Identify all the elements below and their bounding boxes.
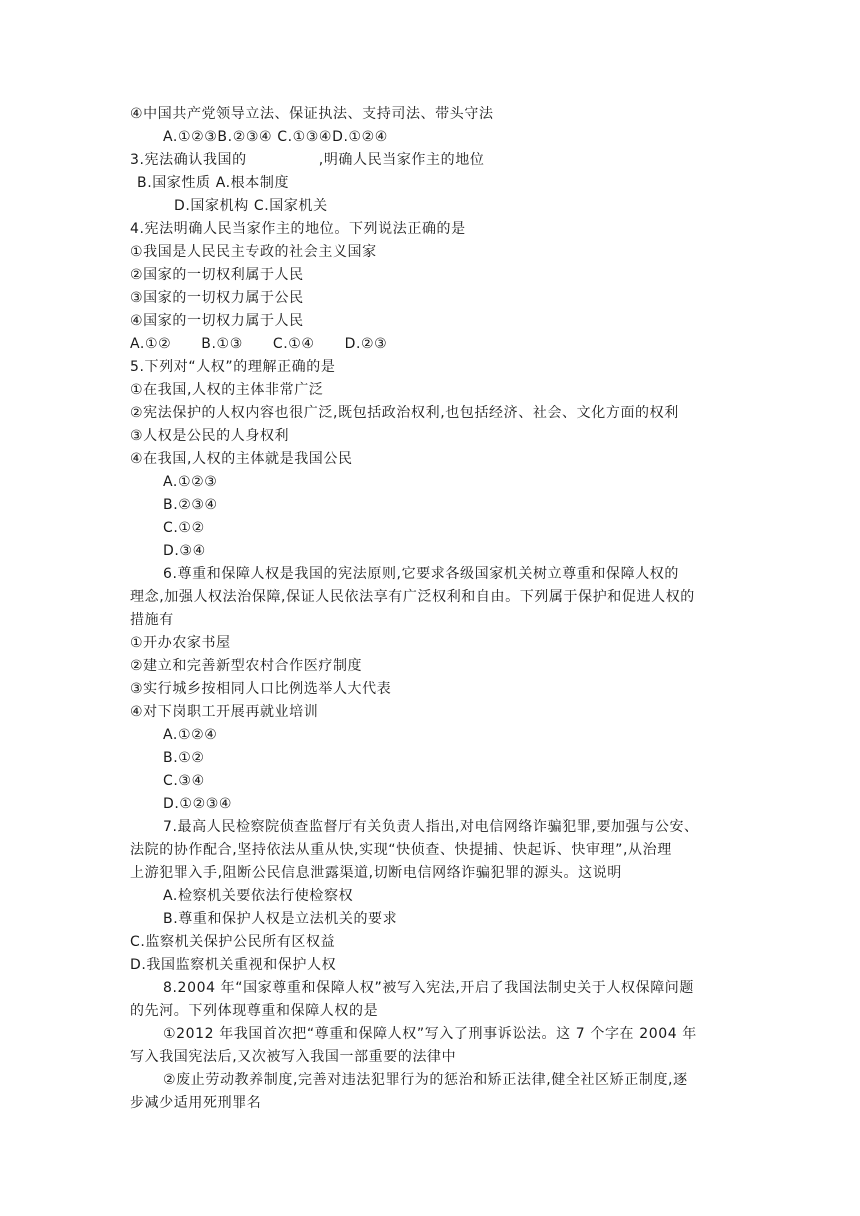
q6-choice-a: A.①②④ [163, 727, 218, 743]
q5-choice-c: C.①② [163, 520, 205, 536]
q4-option-3: ③国家的一切权力属于公民 [130, 290, 304, 306]
q5-choice-b: B.②③④ [163, 497, 218, 513]
q7-choice-c: C.监察机关保护公民所有区权益 [130, 934, 336, 950]
option-4-line: ④中国共产党领导立法、保证执法、支持司法、带头守法 [130, 106, 494, 122]
q5-choice-d: D.③④ [163, 543, 206, 559]
q2-answer-choices: A.①②③B.②③④ C.①③④D.①②④ [163, 129, 388, 145]
q4-choice-d: D.②③ [344, 336, 388, 352]
q7-stem-line2: 法院的协作配合,坚持依法从重从快,实现“快侦查、快提捕、快起诉、快审理”,从治理 [130, 842, 672, 858]
q6-choice-d: D.①②③④ [163, 796, 233, 812]
q6-stem-line2: 理念,加强人权法治保障,保证人民依法享有广泛权利和自由。下列属于保护和促进人权的 [130, 589, 695, 605]
q6-option-3: ③实行城乡按相同人口比例选举人大代表 [130, 681, 392, 697]
q4-choice-a: A.①② [130, 336, 172, 352]
q7-choice-b: B.尊重和保护人权是立法机关的要求 [163, 911, 398, 927]
q3-choices-line1: B.国家性质 A.根本制度 [137, 175, 290, 191]
q8-stem-line2: 的先河。下列体现尊重和保障人权的是 [130, 1003, 379, 1019]
q5-stem: 5.下列对“人权”的理解正确的是 [130, 359, 336, 375]
q8-stem-line1: 8.2004 年“国家尊重和保障人权”被写入宪法,开启了我国法制史关于人权保障问题 [163, 980, 694, 996]
q8-option-1-line2: 写入我国宪法后,又次被写入我国一部重要的法律中 [130, 1049, 457, 1065]
q8-option-1-line1: ①2012 年我国首次把“尊重和保障人权”写入了刑事诉讼法。这 7 个字在 2004 年 [163, 1026, 697, 1042]
q6-option-1: ①开办农家书屋 [130, 635, 231, 651]
q5-option-3: ③人权是公民的人身权利 [130, 428, 290, 444]
q3-stem [130, 150, 484, 170]
q6-option-4: ④对下岗职工开展再就业培训 [130, 704, 319, 720]
q4-option-4: ④国家的一切权力属于人民 [130, 313, 304, 329]
q4-option-1: ①我国是人民民主专政的社会主义国家 [130, 244, 377, 260]
q7-stem-line3: 上游犯罪入手,阻断公民信息泄露渠道,切断电信网络诈骗犯罪的源头。这说明 [130, 865, 622, 881]
q7-stem-line1: 7.最高人民检察院侦查监督厅有关负责人指出,对电信网络诈骗犯罪,要加强与公安、 [163, 819, 699, 835]
q7-choice-a: A.检察机关要依法行使检察权 [163, 888, 354, 904]
q5-choice-a: A.①②③ [163, 474, 218, 490]
q4-choice-c: C.①④ [272, 336, 315, 352]
q5-option-2: ②宪法保护的人权内容也很广泛,既包括政治权利,也包括经济、社会、文化方面的权利 [130, 405, 679, 421]
q7-choice-d: D.我国监察机关重视和保护人权 [130, 957, 337, 973]
q8-option-2-line1: ②废止劳动教养制度,完善对违法犯罪行为的惩治和矫正法律,健全社区矫正制度,逐 [163, 1072, 688, 1088]
q5-option-1: ①在我国,人权的主体非常广泛 [130, 382, 324, 398]
q3-stem-part1: 3.宪法确认我国的 [130, 152, 247, 168]
q3-stem-part2: ,明确人民当家作主的地位 [318, 152, 485, 168]
q6-option-2: ②建立和完善新型农村合作医疗制度 [130, 658, 363, 674]
q4-answer-choices [130, 334, 387, 354]
q4-stem: 4.宪法明确人民当家作主的地位。下列说法正确的是 [130, 221, 466, 237]
q4-option-2: ②国家的一切权利属于人民 [130, 267, 304, 283]
q4-choice-b: B.①③ [201, 336, 243, 352]
q3-choices-line2: D.国家机构 C.国家机关 [174, 198, 328, 214]
q6-choice-b: B.①② [163, 750, 205, 766]
q8-option-2-line2: 步减少适用死刑罪名 [130, 1095, 262, 1111]
q6-choice-c: C.③④ [163, 773, 205, 789]
q5-option-4: ④在我国,人权的主体就是我国公民 [130, 451, 353, 467]
q6-stem-line3: 措施有 [130, 612, 174, 628]
q6-stem-line1: 6.尊重和保障人权是我国的宪法原则,它要求各级国家机关树立尊重和保障人权的 [163, 566, 680, 582]
